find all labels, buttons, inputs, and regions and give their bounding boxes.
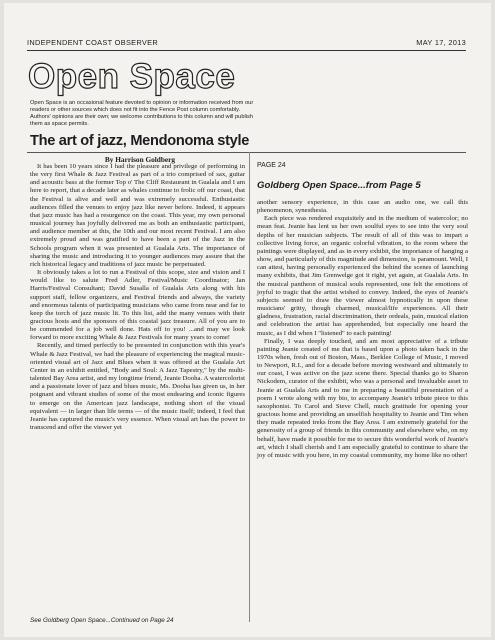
continuation-body-column [257,199,468,460]
article-headline: The art of jazz, Mendonoma style [30,133,250,149]
article-byline: By Harrison Goldberg [104,155,176,164]
section-banner: Open Space [28,57,236,96]
section-disclaimer: Open Space is an occasional feature devoted to opinion or information received from our readers or other sources which does not fit into the Fence Post column comfortably. Authors' opinions are their own; we welcome contributions to this column and will publish them as space permits. [30,100,254,128]
continuation-paragraph: another sensory experience, in this case an audio one, we call this phenomenon, synesthesia. [257,199,468,215]
masthead [27,38,466,50]
issue-date: MAY 17, 2013 [416,38,466,47]
masthead-rule [27,50,466,51]
continuation-paragraph: Finally, I was deeply touched, and am most appreciative of a tribute painting Jeanie created of me that is based upon a photo taken back in the 1970s when, fresh out of Boston, Mass., Berklee College of Music, I moved to Newport, R.I., and for a decade before moving westward and ultimately to our coast, I was active on the jazz scene there. Special thanks go to Sharon Nickodem, curator of the exhibit, who was a personal and invaluable asset to Jeanie at Gualala Arts and to me in preparing a beautiful presentation of a poem I wrote along with my bio, to accompany Jeanie's tribute piece to this saxophonist. To Carol and Steve Chell, much gratitude for opening your gracious home and providing an unselfish hospitality to Jeanie and Tim when they made repeated treks from the Bay Area. I am extremely grateful for the generosity of a group of friends in this community and elsewhere who, on my behalf, have made it possible for me to secure this wonderful work of Jeanie's art, which I shall cherish and I am especially grateful to continue to share the joy of music with you here, in my coastal community, my home like no other! [257,337,468,459]
article-body-column [30,163,245,432]
continuation-page-label: PAGE 24 [257,162,286,169]
continuation-heading: Goldberg Open Space...from Page 5 [257,180,421,191]
publication-name: INDEPENDENT COAST OBSERVER [27,38,159,47]
continued-on-note: See Goldberg Open Space...Continued on Page 24 [30,617,174,624]
section-rule [27,152,466,153]
article-paragraph: It has been 10 years since I had the pleasure and privilege of performing in the very first Whale & Jazz Festival as part of a trio comprised of sax, guitar and acoustic bass at the former Top o' The Cliff Restaurant in Gualala and I am here to report, that a decade later as whales continue to frolic off our coast, that the Festival is alive and well and was extremely successful. Enthusiastic audiences filled the venues to enjoy jazz like never before. Indeed, it appears that jazz music has had a resurgence on the coast. This year, my own personal musical journey has joyfully delivered me as both an enthusiastic participant, and audience member at this, the 10th and our most recent Festival. I am also extremely proud and was gratified to have been a part of the Jazz in the Schools program when it was presented at Gualala Arts. The importance of sharing the music and introducing it to younger audiences may assure that the rich historical legacy and traditions of jazz music be perpetuated. [30,163,245,268]
column-divider [249,152,250,622]
article-paragraph: Recently, and timed perfectly to be presented in conjunction with this year's Whale & Jazz Festival, we had the pleasure of experiencing the magical music-oriented visual art of Jazz and Blues when it was offered at the Gualala Art Center in an exhibit entitled, "Body and Soul: A Jazz Tapestry," by the multi-talented Bay Area artist, and my longtime friend, Jeanie Dooha. A watercolorist and a passionate lover of jazz and blues music, Ms. Dooha has given us, in her poignant and vibrant studies of some of the most endearing and iconic figures to emerge on the American jazz landscape, nothing short of the visual equivalent — in larger than life terms — of the music itself; indeed, I feel that Jeanie has captured the music's very essence. When visual art has the power to transcend and offer the viewer yet [30,342,245,431]
continuation-paragraph: Each piece was rendered exquisitely and in the medium of watercolor; no mean feat. Jeanie has lent us her own soulful eyes to see into the very soul depths of her musician subjects. The result of all of this was to impart a collective living force, an organic colorful vibration, to the room where the paintings were displayed, and as in every exhibit, the importance of hanging a show, and particularly of this magnitude and dimension, is paramount. Well, I can attest, having personally experienced the behind the scenes of launching many exhibits, that Jim Grenwelge got it right, yet again, at Gualala Arts. In the musical pantheon of musical souls represented, one felt the emotions of joyful to tragic that the artist wished to convey. Indeed, the eyes of Jeanie's subjects seemed to draw the viewer almost hypnotically in upon these musicians' gritty, though charmed, musical/life experiences. All their gladness, frustration, racial discrimination, their ordeals, pain, musical elation and celebration the artist has apprehended, but especially one heard the music, as I did when I "listened" to each painting! [257,215,468,337]
article-paragraph: It obviously takes a lot to run a Festival of this scope, size and vision and I would like to salute Fred Adler, Festival/Music Coordinator; Jan Harris/Festival Consultant; David Susalla of Gualala Arts along with his support staff, fellow organizers, and Festival friends and always, the variety and enormous talents of participating musicians who came from near and far to keep the torch of jazz music lit. To this list, add the many venues with their gracious hosts and the sponsors of this coastal jazz treasure. All of you are to be commended for a job well done. Hats off to you! ...and may we look forward to more exciting Whale & Jazz Festivals for many years to come! [30,269,245,342]
